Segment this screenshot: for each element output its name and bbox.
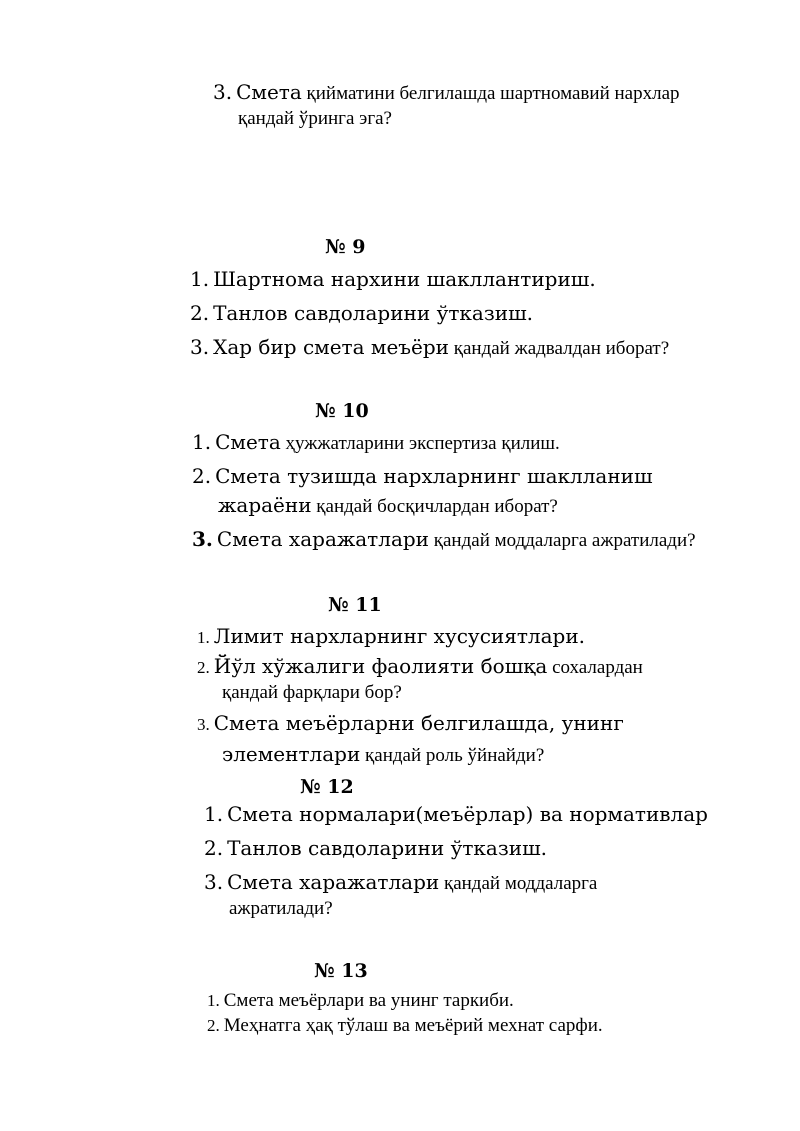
q9-item-3-text: Хар бир смета меъёри (213, 335, 449, 359)
q9-item-1 (190, 267, 596, 291)
q12-item-2-text: Танлов савдоларини ўтказиш. (227, 836, 548, 860)
q10-item-1-text: Смета (215, 430, 281, 454)
q8-item-3-continuation: қандай ўринга эга? (238, 108, 392, 129)
q11-item-2-text: Йўл хўжалиги фаолияти бошқа (213, 654, 548, 678)
q8-item-3-number: 3. (213, 80, 233, 104)
q10-item-1-text-small: ҳужжатларини экспертиза қилиш. (280, 433, 560, 454)
q11-heading: № 11 (328, 594, 382, 616)
q13-item-1-text: Смета меъёрлари ва унинг таркиби. (223, 990, 514, 1011)
q10-item-2-number: 2. (192, 464, 212, 488)
q11-item-2-continuation: қандай фарқлари бор? (222, 682, 402, 703)
q9-item-2-number: 2. (190, 301, 210, 325)
q10-item-2-cont-small: қандай босқичлардан иборат? (311, 496, 558, 517)
q11-item-3-cont-small: қандай роль ўйнайди? (360, 745, 545, 766)
q9-item-3 (190, 335, 669, 360)
q10-item-2-cont-text: жараёни (218, 493, 312, 517)
q12-item-3-number: 3. (204, 870, 224, 894)
q12-item-2 (204, 836, 547, 860)
q12-item-2-number: 2. (204, 836, 224, 860)
q12-item-3 (204, 870, 597, 895)
q11-item-2 (197, 654, 643, 679)
q11-item-2-text-small: сохалардан (547, 657, 643, 678)
q13-item-1-number: 1. (207, 991, 220, 1010)
q12-item-1-text: Смета нормалари(меъёрлар) ва нормативлар (227, 802, 708, 826)
q12-heading: № 12 (300, 776, 354, 798)
q13-heading: № 13 (314, 960, 368, 982)
q10-item-2 (192, 464, 653, 488)
q11-item-3-number: 3. (197, 715, 210, 734)
q8-item-3-text: Смета (236, 80, 302, 104)
q10-heading: № 10 (315, 400, 369, 422)
q9-item-3-text-small: қандай жадвалдан иборат? (448, 338, 670, 359)
q12-item-1 (204, 802, 708, 826)
q10-item-2-text: Смета тузишда нархларнинг шаклланиш (215, 464, 653, 488)
q9-item-2-text: Танлов савдоларини ўтказиш. (213, 301, 534, 325)
q11-item-3-continuation (222, 742, 544, 767)
q8-item-3-text-small: қийматини белгилашда шартномавий нархлар (301, 83, 680, 104)
q11-item-1-number: 1. (197, 628, 210, 647)
q13-item-2-text: Меҳнатга ҳақ тўлаш ва меъёрий мехнат сарфи. (223, 1015, 603, 1036)
q9-item-2 (190, 301, 533, 325)
q9-item-1-number: 1. (190, 267, 210, 291)
q11-item-3-cont-text: элементлари (222, 742, 361, 766)
q9-item-1-text: Шартнома нархини шакллантириш. (213, 267, 596, 291)
q11-item-1-text: Лимит нархларнинг хусусиятлари. (213, 624, 586, 648)
q8-item-3 (213, 80, 680, 105)
q11-item-3 (197, 711, 624, 735)
q11-item-3-text: Смета меъёрларни белгилашда, унинг (213, 711, 624, 735)
q9-heading: № 9 (325, 236, 366, 258)
q12-item-3-text: Смета харажатлари (227, 870, 440, 894)
q10-item-3 (192, 527, 696, 552)
q13-item-2 (207, 1015, 603, 1037)
q12-item-1-number: 1. (204, 802, 224, 826)
q13-item-1 (207, 990, 514, 1012)
q12-item-3-text-small: қандай моддаларга (439, 873, 598, 894)
q10-item-3-number: 3. (192, 527, 213, 551)
q9-item-3-number: 3. (190, 335, 210, 359)
q10-item-1-number: 1. (192, 430, 212, 454)
q10-item-3-text-small: қандай моддаларга ажратилади? (429, 530, 696, 551)
q10-item-2-continuation (218, 493, 558, 518)
q10-item-3-text: Смета харажатлари (216, 527, 430, 551)
q11-item-1 (197, 624, 585, 648)
q10-item-1 (192, 430, 560, 455)
q12-item-3-continuation: ажратилади? (229, 898, 333, 919)
q13-item-2-number: 2. (207, 1016, 220, 1035)
q11-item-2-number: 2. (197, 658, 210, 677)
